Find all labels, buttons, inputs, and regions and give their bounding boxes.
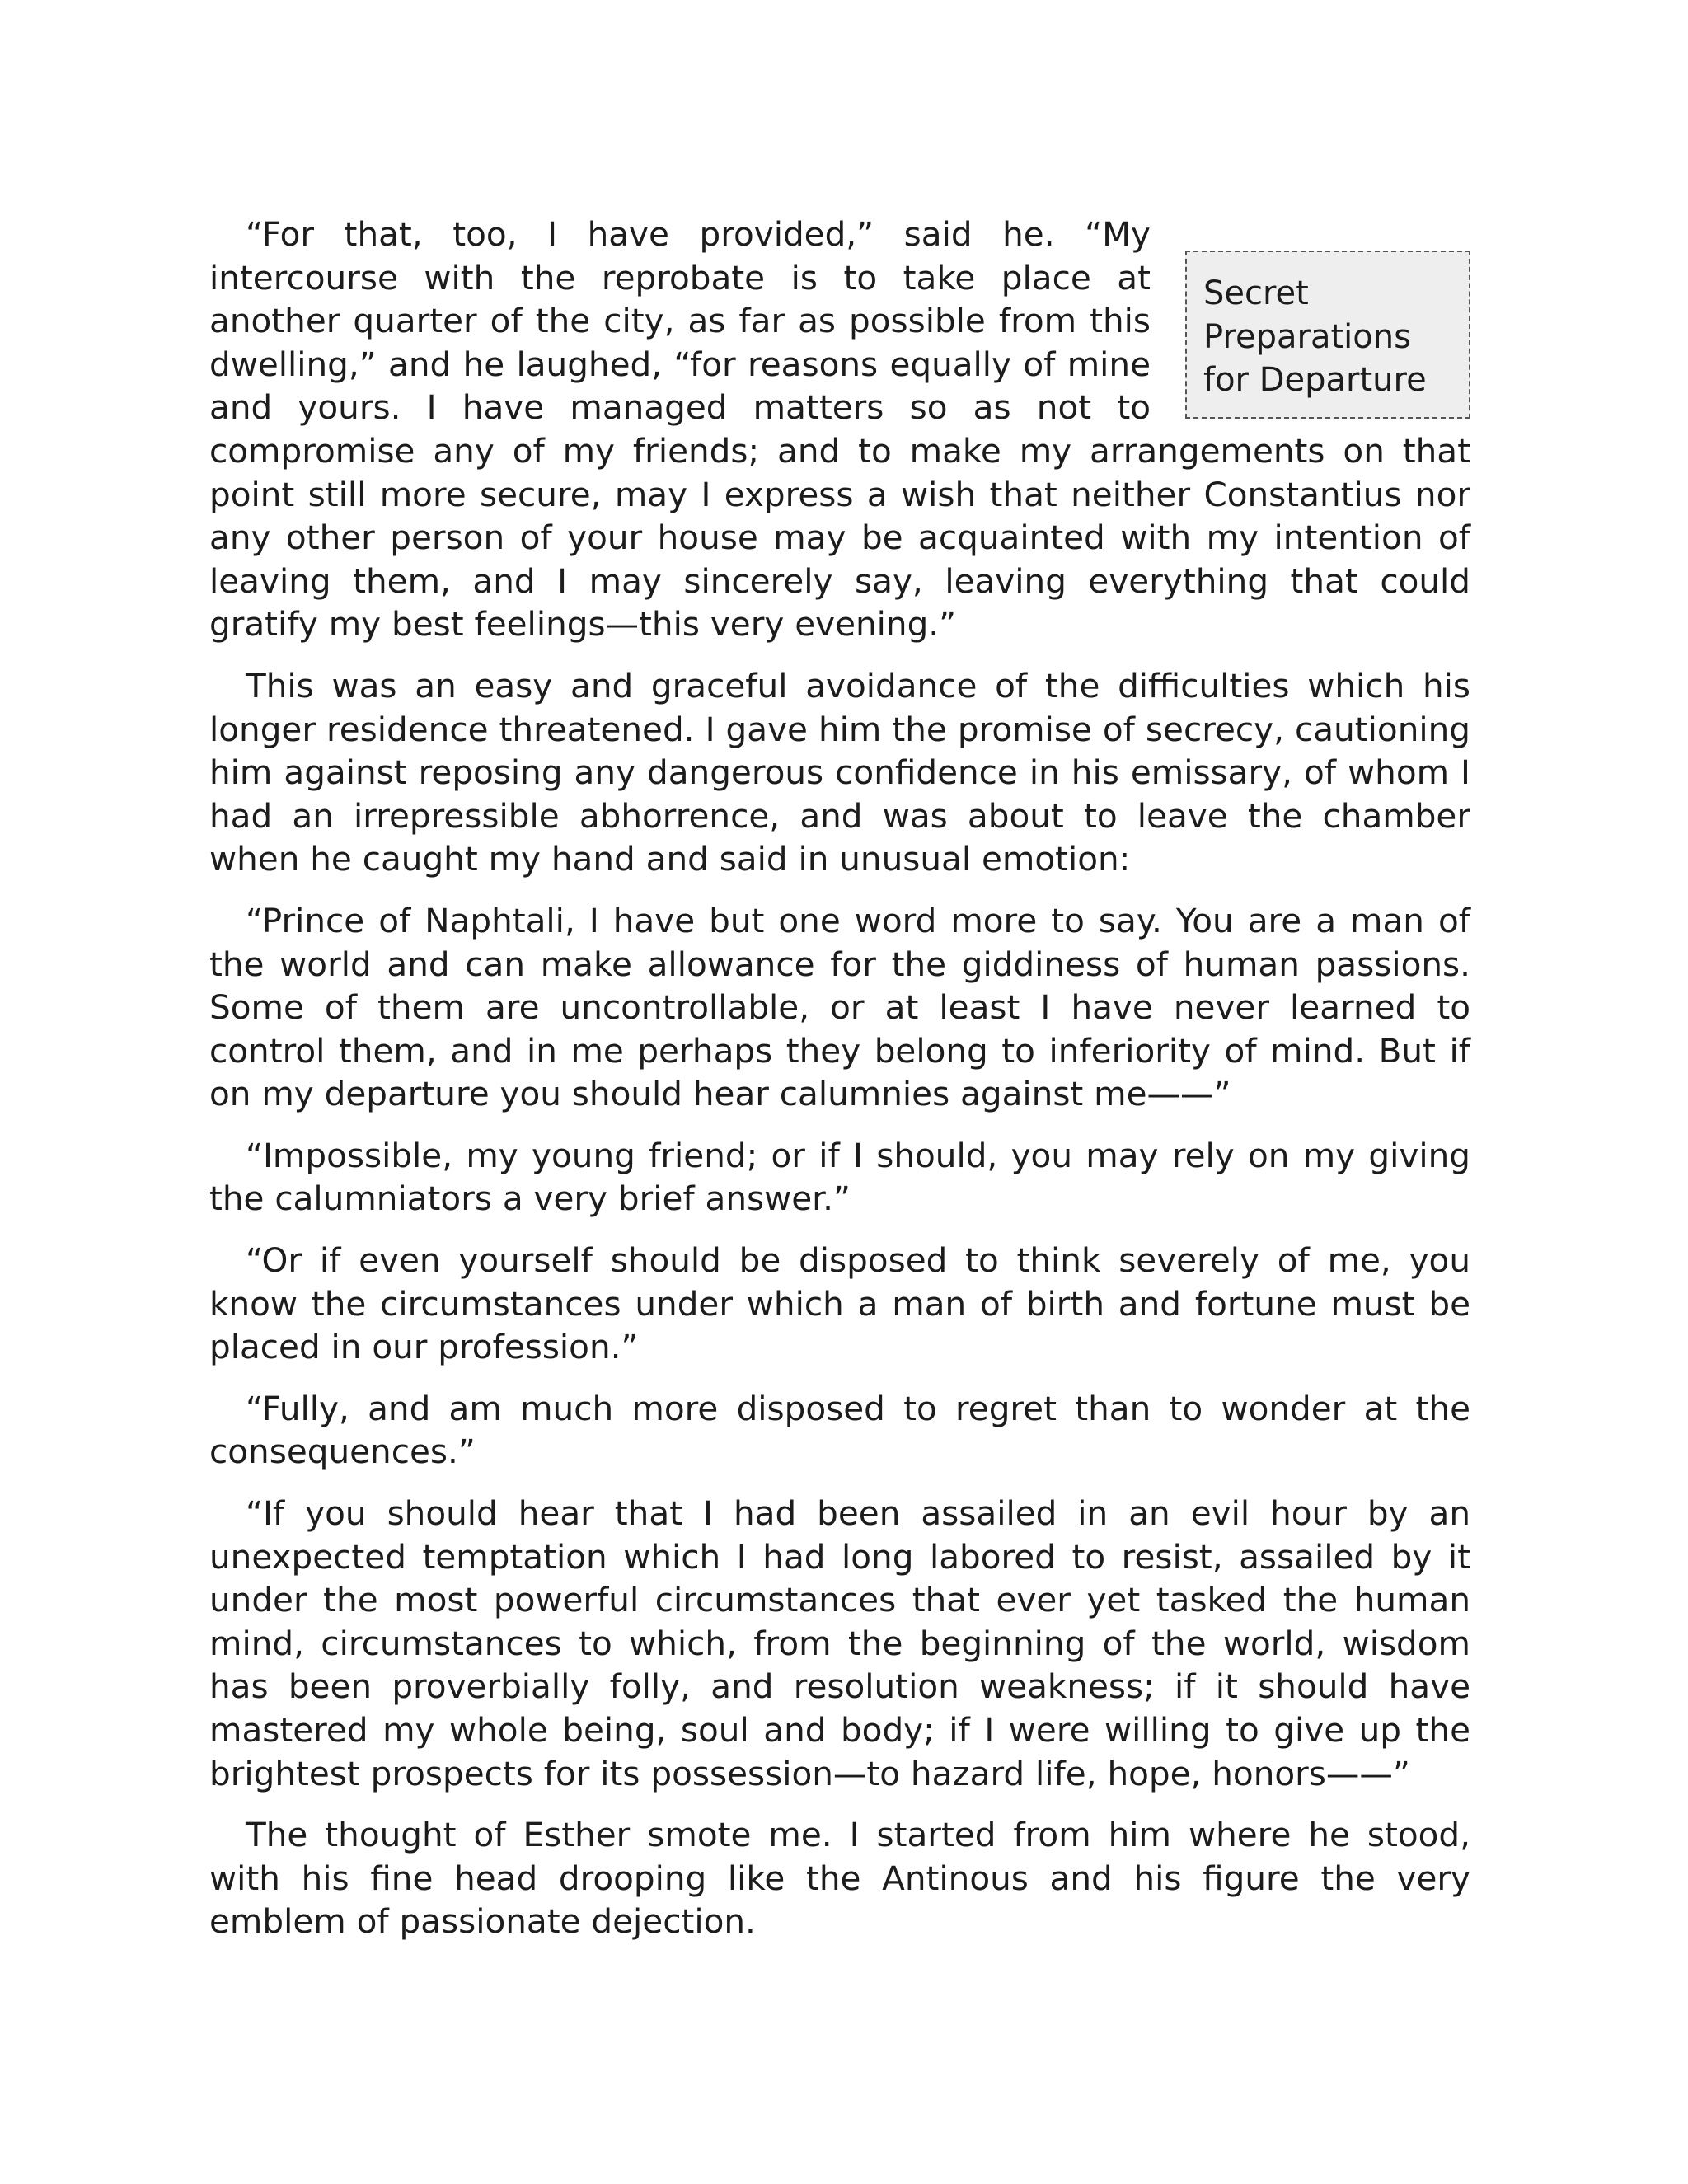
paragraph-6: “Fully, and am much more disposed to regret than to wonder at the consequences.” [209, 1388, 1470, 1472]
paragraph-5: “Or if even yourself should be disposed to think severely of me, you know the circumstances under which a man of birth and fortune must be placed in our profession.” [209, 1240, 1470, 1367]
paragraph-7: “If you should hear that I had been assailed in an evil hour by an unexpected temptation which I had long labored to resist, assailed by it under the most powerful circumstances that ever yet tasked the human mind, circumstances to which, from the beginning of the world, wisdom has been proverbially folly, and resolution weakness; if it should have mastered my whole being, soul and body; if I were willing to give up the brightest prospects for its possession—to hazard life, hope, honors——” [209, 1493, 1470, 1793]
margin-note: Secret Preparations for Departure [1185, 251, 1470, 419]
paragraph-4: “Impossible, my young friend; or if I should, you may rely on my giving the calumniators a very brief answer.” [209, 1135, 1470, 1219]
page-body [209, 213, 1470, 1961]
paragraph-8: The thought of Esther smote me. I started from him where he stood, with his fine head drooping like the Antinous and his figure the very emblem of passionate dejection. [209, 1815, 1470, 1942]
paragraph-1: “For that, too, I have provided,” said he. “My intercourse with the reprobate is to take place at another quarter of the city, as far as possible from this dwelling,” and he laughed, “for reasons equally of mine and yours. I have managed matters so as not to compromise any of my friends; and to make my arrangements on that point still more secure, may I express a wish that neither Constantius nor any other person of your house may be acquainted with my intention of leaving them, and I may sincerely say, leaving everything that could gratify my best feelings—this very evening.” [209, 214, 1470, 644]
paragraph-2: This was an easy and graceful avoidance of the difficulties which his longer residence threatened. I gave him the promise of secrecy, cautioning him against reposing any dangerous confidence in his emissary, of whom I had an irrepressible abhorrence, and was about to leave the chamber when he caught my hand and said in unusual emotion: [209, 665, 1470, 879]
paragraph-3: “Prince of Naphtali, I have but one word more to say. You are a man of the world and can make allowance for the giddiness of human passions. Some of them are uncontrollable, or at least I have never learned to control them, and in me perhaps they belong to inferiority of mind. But if on my departure you should hear calumnies against me——” [209, 900, 1470, 1114]
